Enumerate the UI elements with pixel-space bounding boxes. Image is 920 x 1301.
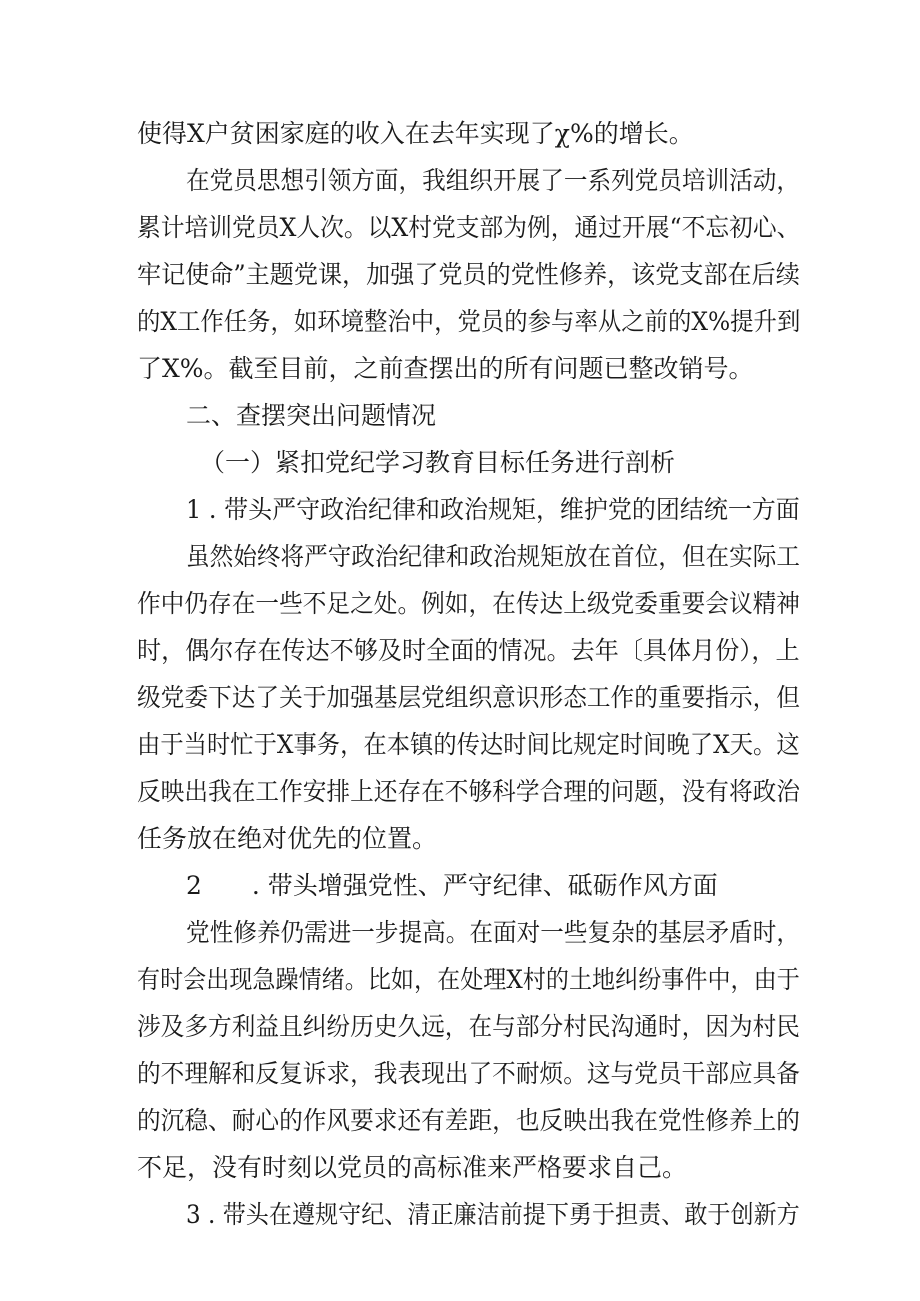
paragraph-line: 累计培训党员X人次。以X村党支部为例，通过开展“不忘初心、 xyxy=(137,213,801,242)
paragraph-line: 涉及多方利益且纠纷历史久远，在与部分村民沟通时，因为村民 xyxy=(137,1012,800,1041)
paragraph-line: 级党委下达了关于加强基层党组织意识形态工作的重要指示，但 xyxy=(137,683,800,712)
paragraph-line: 的不理解和反复诉求，我表现出了不耐烦。这与党员干部应具备 xyxy=(137,1059,800,1088)
paragraph-line: 不足，没有时刻以党员的高标准来严格要求自己。 xyxy=(137,1153,688,1182)
paragraph-line: 的X工作任务，如环境整治中，党员的参与率从之前的X%提升到 xyxy=(137,307,801,336)
paragraph-line: 时，偶尔存在传达不够及时全面的情况。去年〔具体月份），上 xyxy=(137,636,800,665)
numbered-heading: 1 . 带头严守政治纪律和政治规矩，维护党的团结统一方面 xyxy=(186,495,800,524)
paragraph-line: 在党员思想引领方面，我组织开展了一系列党员培训活动， xyxy=(186,166,801,195)
paragraph-line: 任务放在绝对优先的位置。 xyxy=(137,824,438,853)
paragraph-line: 了X%。截至目前，之前查摆出的所有问题已整改销号。 xyxy=(137,354,754,383)
paragraph-line: 有时会出现急躁情绪。比如，在处理X村的土地纠纷事件中，由于 xyxy=(137,965,800,994)
numbered-heading: 2 . 带头增强党性、严守纪律、砥砺作风方面 xyxy=(186,871,718,900)
paragraph-line: 牢记使命”主题党课，加强了党员的党性修养，该党支部在后续 xyxy=(137,260,800,289)
paragraph-line: 反映出我在工作安排上还存在不够科学合理的问题，没有将政治 xyxy=(137,777,800,806)
paragraph-line: 党性修养仍需进一步提高。在面对一些复杂的基层矛盾时， xyxy=(186,918,801,947)
paragraph-line: 作中仍存在一些不足之处。例如，在传达上级党委重要会议精神 xyxy=(137,589,800,618)
paragraph-line: 使得X户贫困家庭的收入在去年实现了χ%的增长。 xyxy=(137,119,694,148)
paragraph-line: 的沉稳、耐心的作风要求还有差距，也反映出我在党性修养上的 xyxy=(137,1106,800,1135)
paragraph-line: 由于当时忙于X事务，在本镇的传达时间比规定时间晚了X天。这 xyxy=(137,730,800,759)
paragraph-line: 虽然始终将严守政治纪律和政治规矩放在首位，但在实际工 xyxy=(186,542,801,571)
section-heading: 二、查摆突出问题情况 xyxy=(186,401,437,430)
subsection-heading: （一）紧扣党纪学习教育目标任务进行剖析 xyxy=(200,448,676,477)
numbered-heading: 3 . 带头在遵规守纪、清正廉洁前提下勇于担责、敢于创新方 xyxy=(186,1200,800,1229)
